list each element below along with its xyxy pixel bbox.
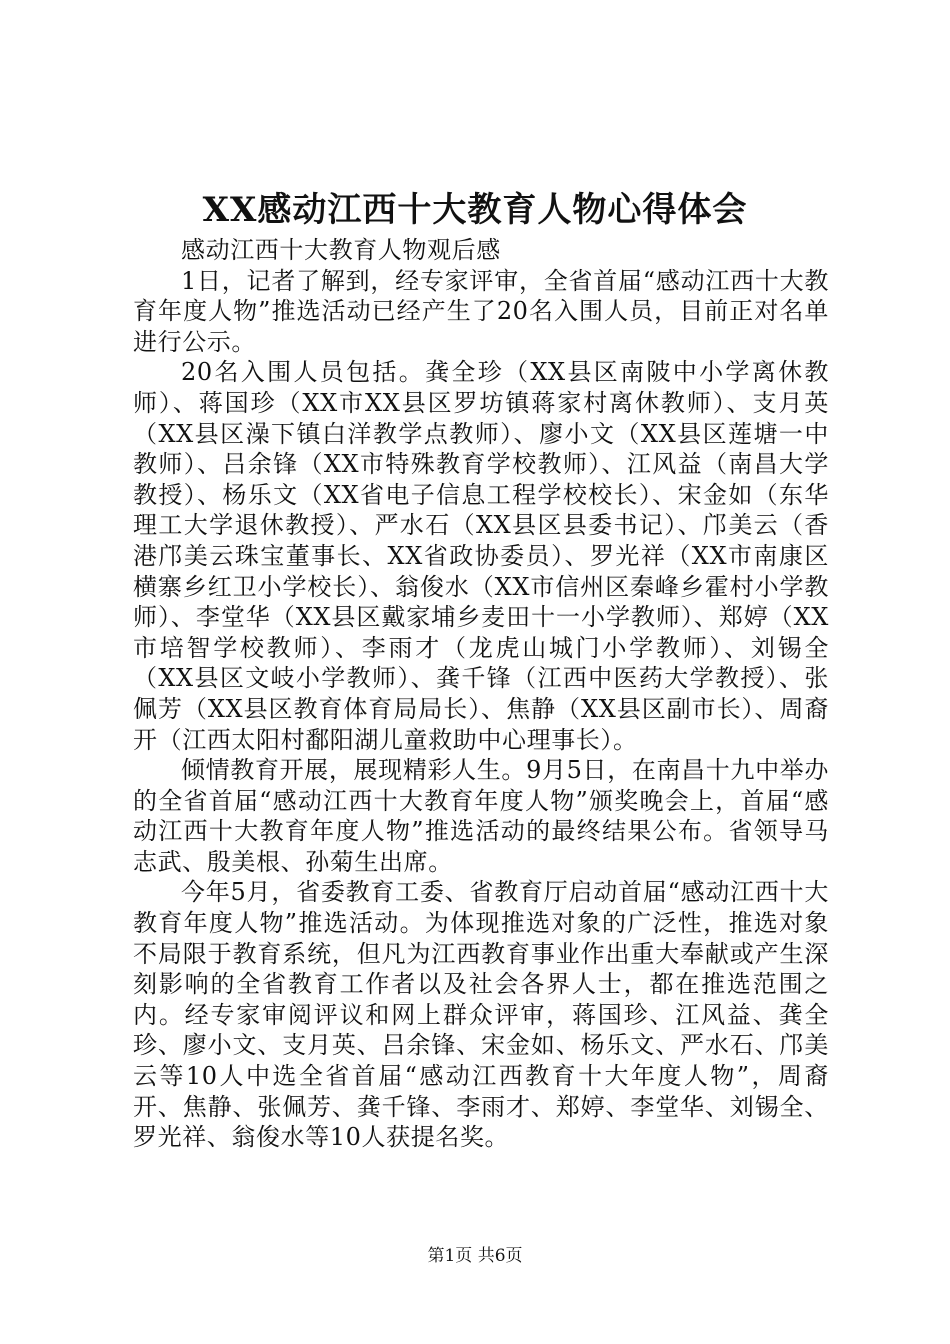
document-title: XX感动江西十大教育人物心得体会 [202,190,748,230]
paragraph-selection: 今年5月，省委教育工委、省教育厅启动首届“感动江西十大教育年度人物”推选活动。为体现推选对象的广泛性，推选对象不局限于教育系统，但凡为江西教育事业作出重大奉献或产生深刻影响的全省教育工作者以及社会各界人士，都在推选范围之内。经专家审阅评议和网上群众评审，蒋国珍、江风益、龚全珍、廖小文、支月英、吕余锋、宋金如、杨乐文、严水石、邝美云等10人中选全省首届“感动江西教育十大年度人物”，周裔开、焦静、张佩芳、龚千锋、李雨才、郑婷、李堂华、刘锡全、罗光祥、翁俊水等10人获提名奖。 [133,878,829,1152]
paragraph-subtitle: 感动江西十大教育人物观后感 [181,236,501,264]
page-number: 第1页 共6页 [427,1246,523,1266]
paragraph-ceremony: 倾情教育开展，展现精彩人生。9月5日，在南昌十九中举办的全省首届“感动江西十大教育年度人物”颁奖晚会上，首届“感动江西十大教育年度人物”推选活动的最终结果公布。省领导马志武、殷美根、孙菊生出席。 [133,756,829,876]
paragraph-finalists: 20名入围人员包括。龚全珍（XX县区南陂中小学离休教师）、蒋国珍（XX市XX县区罗坊镇蒋家村离休教师）、支月英（XX县区澡下镇白洋教学点教师）、廖小文（XX县区莲塘一中教师）、吕余锋（XX市特殊教育学校教师）、江风益（南昌大学教授）、杨乐文（XX省电子信息工程学校校长）、宋金如（东华理工大学退休教授）、严水石（XX县区县委书记）、邝美云（香港邝美云珠宝董事长、XX省政协委员）、罗光祥（XX市南康区横寨乡红卫小学校长）、翁俊水（XX市信州区秦峰乡霍村小学教师）、李堂华（XX县区戴家埔乡麦田十一小学教师）、郑婷（XX市培智学校教师）、李雨才（龙虎山城门小学教师）、刘锡全（XX县区文岐小学教师）、龚千锋（江西中医药大学教授）、张佩芳（XX县区教育体育局局长）、焦静（XX县区副市长）、周裔开（江西太阳村鄱阳湖儿童救助中心理事长）。 [133,358,829,754]
paragraph-announcement: 1日，记者了解到，经专家评审，全省首届“感动江西十大教育年度人物”推选活动已经产生了20名入围人员，目前正对名单进行公示。 [133,266,829,356]
document-body [133,235,829,1153]
